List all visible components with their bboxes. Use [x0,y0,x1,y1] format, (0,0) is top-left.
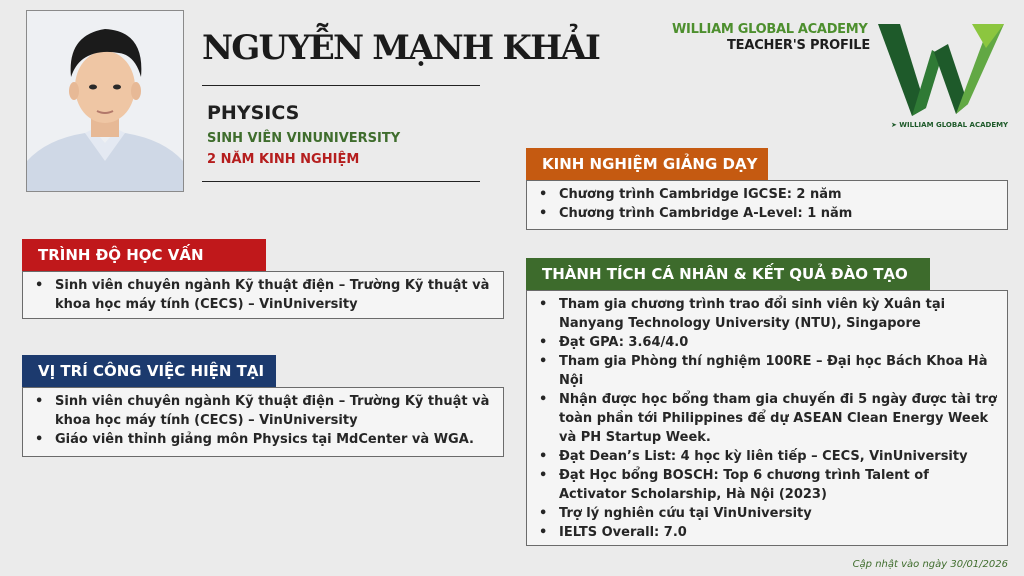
list-item: • Chương trình Cambridge A-Level: 1 năm [535,204,999,223]
name-divider [202,85,480,86]
teacher-name: NGUYỄN MẠNH KHẢI [202,28,600,68]
list-item: • Trợ lý nghiên cứu tại VinUniversity [535,504,999,523]
list-item: • Chương trình Cambridge IGCSE: 2 năm [535,185,999,204]
teaching-header: KINH NGHIỆM GIẢNG DẠY [526,148,768,180]
list-item: • Giáo viên thỉnh giảng môn Physics tại MdCenter và WGA. [31,430,495,449]
teaching-subject: PHYSICS [207,102,300,124]
logo-caption: ➤ WILLIAM GLOBAL ACADEMY [891,121,1009,129]
list-item: • Đạt Học bổng BOSCH: Top 6 chương trình Talent of Activator Scholarship, Hà Nội (2023) [535,466,999,504]
w-logo-icon [876,22,1008,118]
position-header: VỊ TRÍ CÔNG VIỆC HIỆN TẠI [22,355,276,387]
profile-label: TEACHER'S PROFILE [727,38,871,53]
academy-name: WILLIAM GLOBAL ACADEMY [672,22,868,37]
updated-date: Cập nhật vào ngày 30/01/2026 [852,559,1008,570]
list-item: • IELTS Overall: 7.0 [535,523,999,542]
school-line: SINH VIÊN VINUNIVERSITY [207,131,401,146]
position-list [31,392,495,449]
academy-logo [876,22,1008,118]
list-item: • Sinh viên chuyên ngành Kỹ thuật điện – Trường Kỹ thuật và khoa học máy tính (CECS) – VinUniversity [31,392,495,430]
list-item: • Sinh viên chuyên ngành Kỹ thuật điện – Trường Kỹ thuật và khoa học máy tính (CECS) – VinUniversity [31,276,495,314]
portrait-image [27,11,183,191]
headline-divider [202,181,480,182]
profile-photo [26,10,184,192]
list-item: • Đạt GPA: 3.64/4.0 [535,333,999,352]
achievements-box [526,290,1008,546]
experience-line: 2 NĂM KINH NGHIỆM [207,152,360,167]
education-box [22,271,504,319]
teaching-list [535,185,999,223]
education-header: TRÌNH ĐỘ HỌC VẤN [22,239,266,271]
list-item: • Nhận được học bổng tham gia chuyến đi 5 ngày được tài trợ toàn phần tới Philippines để dự ASEAN Clean Energy Week và PH Startup Week. [535,390,999,447]
list-item: • Tham gia chương trình trao đổi sinh viên kỳ Xuân tại Nanyang Technology University (NTU), Singapore [535,295,999,333]
achievements-header: THÀNH TÍCH CÁ NHÂN & KẾT QUẢ ĐÀO TẠO [526,258,930,290]
achievements-list [535,295,999,542]
position-box [22,387,504,457]
teaching-box [526,180,1008,230]
list-item: • Tham gia Phòng thí nghiệm 100RE – Đại học Bách Khoa Hà Nội [535,352,999,390]
list-item: • Đạt Dean’s List: 4 học kỳ liên tiếp – CECS, VinUniversity [535,447,999,466]
education-list [31,276,495,314]
